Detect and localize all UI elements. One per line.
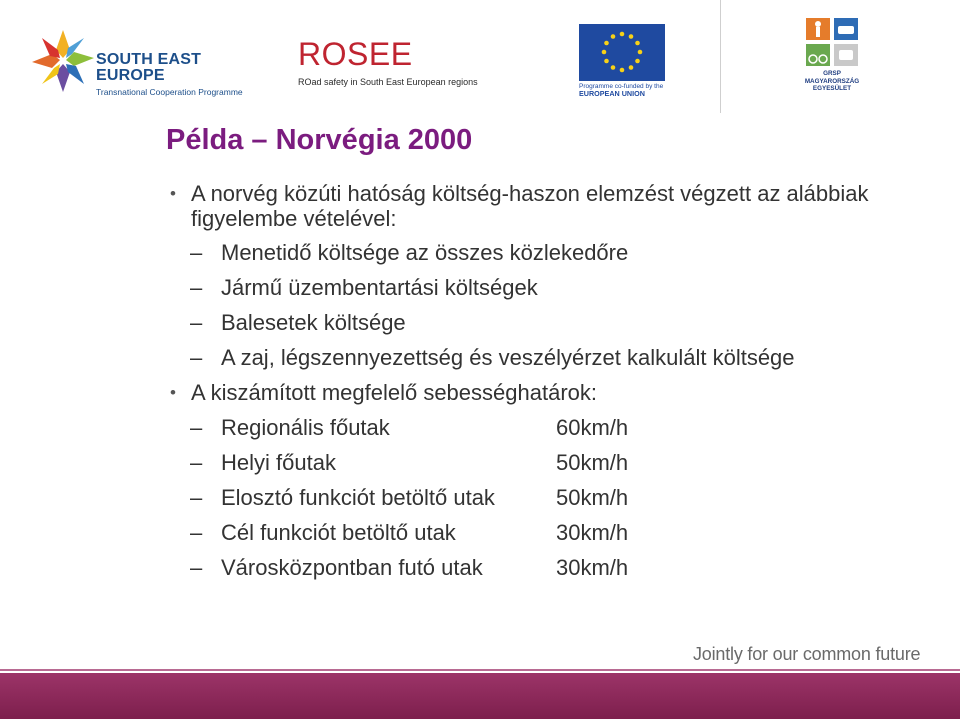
grsp-logo (795, 16, 869, 104)
slide-content (166, 181, 946, 590)
dash-icon: – (190, 415, 203, 440)
header-divider (720, 0, 721, 113)
dash-icon: – (190, 450, 203, 475)
sub-item (166, 275, 946, 310)
rosee-subtitle: ROad safety in South East European regions (298, 77, 478, 87)
speed-value: 60km/h (556, 415, 629, 440)
dash-icon: – (190, 485, 203, 510)
header-logos (0, 0, 960, 115)
speed-limit-row (166, 485, 946, 520)
speed-limit-row (166, 520, 946, 555)
rosee-logo (298, 38, 508, 98)
speed-value: 30km/h (556, 555, 629, 580)
see-star-icon (30, 28, 96, 94)
sub-item-text: Menetidő költsége az összes közlekedőre (221, 240, 629, 265)
road-type: Városközpontban futó utak (221, 555, 483, 580)
sub-item-text: Jármű üzembentartási költségek (221, 275, 538, 300)
eu-flag-icon (579, 24, 665, 81)
slide-title: Példa – Norvégia 2000 (166, 124, 473, 156)
footer-divider (0, 669, 960, 671)
eu-logo (579, 24, 671, 100)
grsp-text: GRSP MAGYARORSZÁG EGYESÜLET (804, 70, 860, 92)
dash-icon: – (190, 275, 203, 300)
rosee-title: ROSEE (298, 36, 413, 72)
south-east-europe-logo (30, 28, 243, 102)
bullet-item (166, 380, 946, 405)
bullet-text: A norvég közúti hatóság költség-haszon elemzést végzett az alábbiak figyelembe vételével: (191, 181, 869, 231)
bullet-item (166, 181, 946, 231)
road-type: Cél funkciót betöltő utak (221, 520, 456, 545)
speed-limit-row (166, 415, 946, 450)
speed-limit-row (166, 555, 946, 590)
bullet-text: A kiszámított megfelelő sebességhatárok: (191, 380, 597, 405)
sub-item-text: Balesetek költsége (221, 310, 406, 335)
footer-bar (0, 673, 960, 719)
sub-item-text: A zaj, légszennyezettség és veszélyérzet kalkulált költsége (221, 345, 795, 370)
dash-icon: – (190, 240, 203, 265)
see-subtitle: Transnational Cooperation Programme (96, 87, 243, 97)
speed-value: 50km/h (556, 485, 629, 510)
see-title: SOUTH EAST EUROPE (96, 51, 202, 84)
sub-item (166, 310, 946, 345)
bullet-icon: • (170, 383, 176, 402)
dash-icon: – (190, 310, 203, 335)
road-type: Helyi főutak (221, 450, 336, 475)
sub-item (166, 345, 946, 380)
sub-item (166, 240, 946, 275)
bullet-icon: • (170, 184, 176, 203)
dash-icon: – (190, 345, 203, 370)
eu-caption: Programme co-funded by the EUROPEAN UNION (579, 83, 664, 98)
dash-icon: – (190, 555, 203, 580)
speed-value: 30km/h (556, 520, 629, 545)
footer-slogan: Jointly for our common future (693, 644, 921, 664)
speed-limit-row (166, 450, 946, 485)
road-type: Regionális főutak (221, 415, 390, 440)
speed-value: 50km/h (556, 450, 629, 475)
road-type: Elosztó funkciót betöltő utak (221, 485, 495, 510)
grsp-road-users-icon (804, 16, 860, 68)
dash-icon: – (190, 520, 203, 545)
